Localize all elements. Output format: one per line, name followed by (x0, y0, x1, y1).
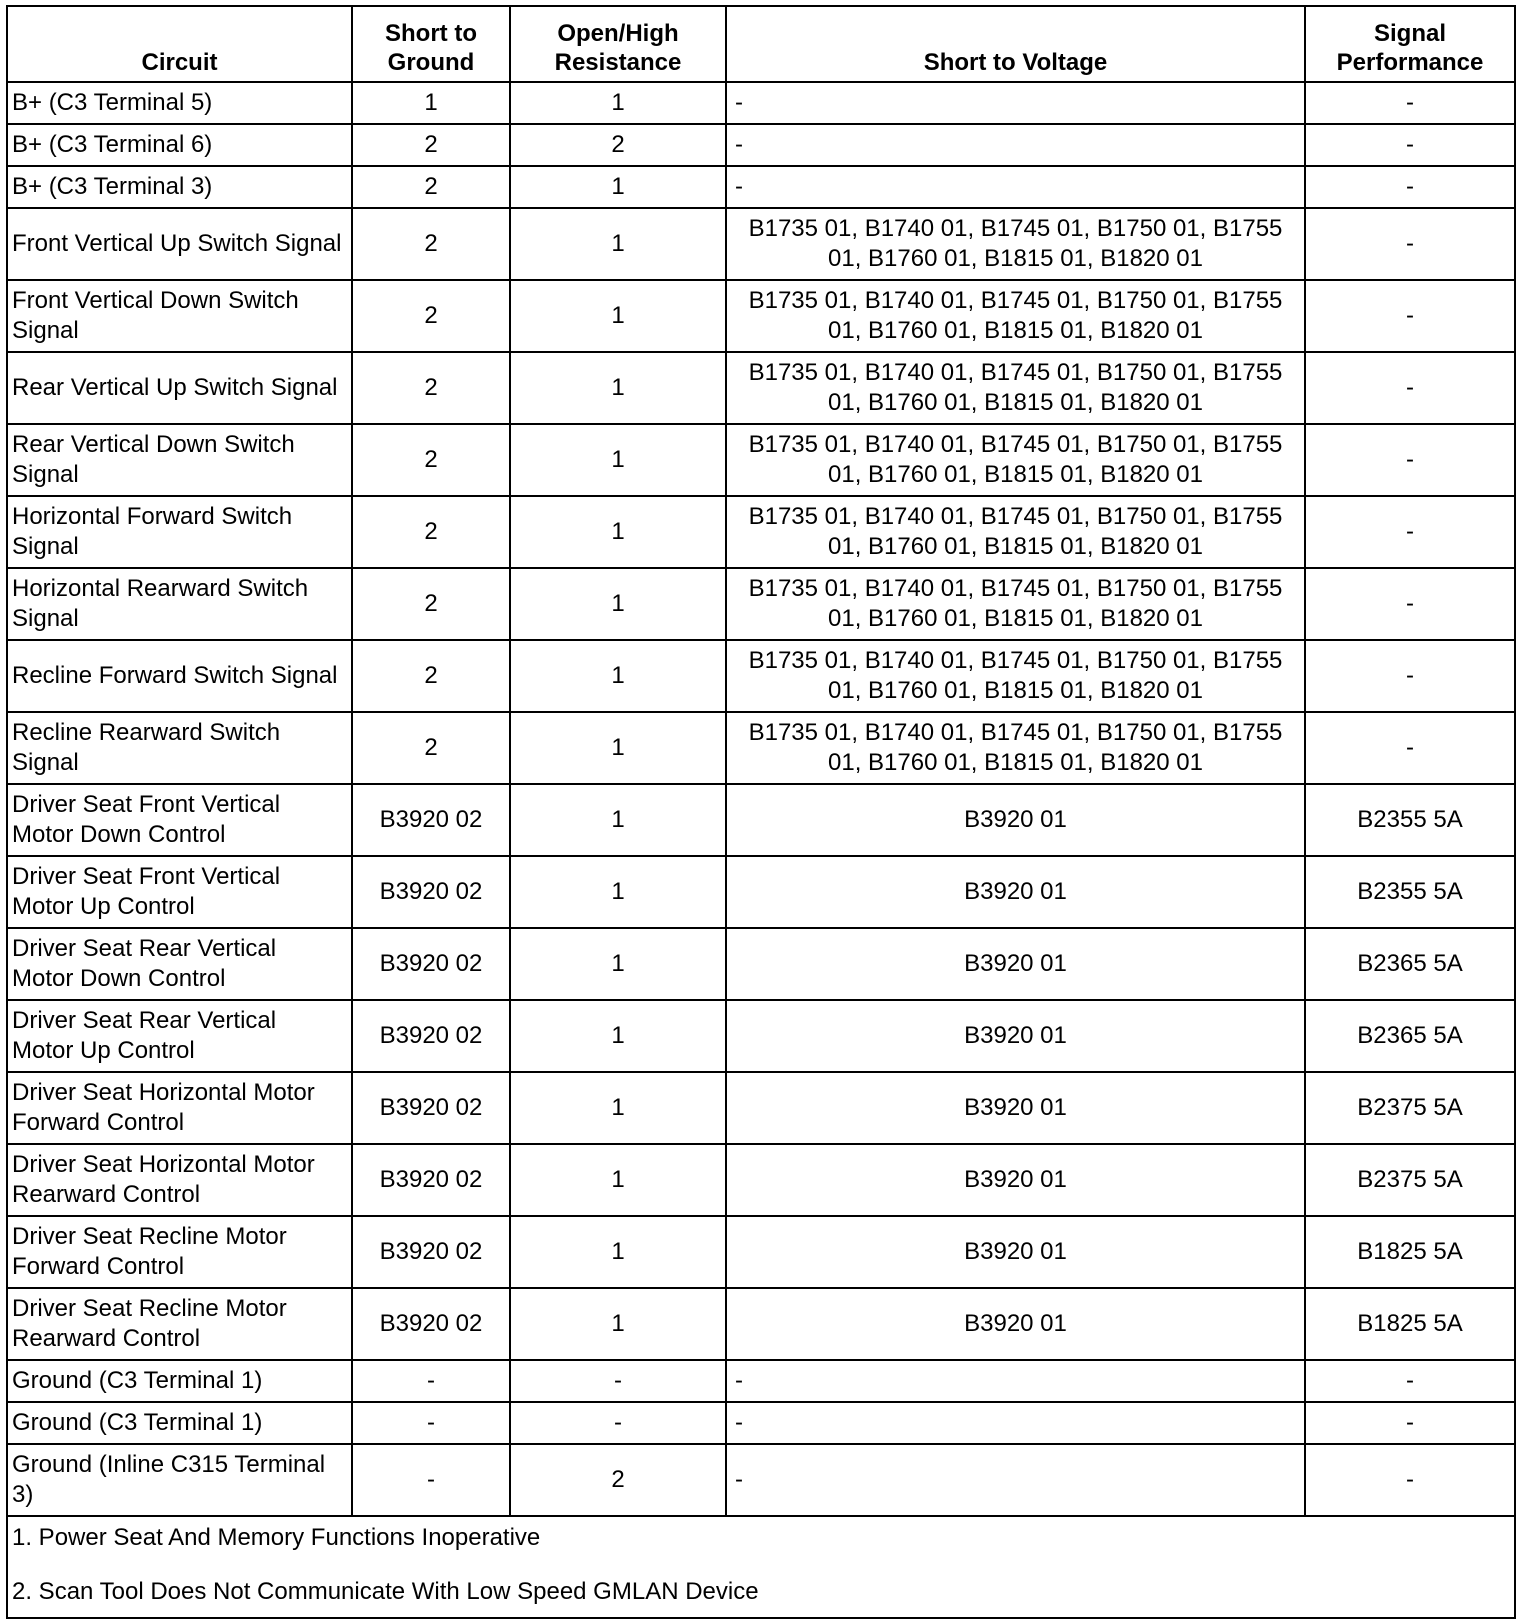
table-row (7, 1144, 1515, 1216)
cell-short-to-ground: 2 (352, 280, 510, 352)
header-short-to-voltage: Short to Voltage (726, 6, 1305, 82)
cell-short-to-voltage: - (726, 82, 1305, 124)
table-row (7, 1444, 1515, 1516)
cell-open-high-resistance: - (510, 1360, 726, 1402)
table-row (7, 1288, 1515, 1360)
table-row (7, 640, 1515, 712)
cell-short-to-voltage: B3920 01 (726, 784, 1305, 856)
cell-short-to-ground: - (352, 1402, 510, 1444)
cell-signal-performance: - (1305, 208, 1515, 280)
cell-open-high-resistance: 1 (510, 208, 726, 280)
cell-short-to-voltage: B1735 01, B1740 01, B1745 01, B1750 01, B1755 01, B1760 01, B1815 01, B1820 01 (726, 280, 1305, 352)
cell-short-to-voltage: B3920 01 (726, 928, 1305, 1000)
cell-open-high-resistance: 2 (510, 124, 726, 166)
table-row (7, 712, 1515, 784)
table-row (7, 928, 1515, 1000)
cell-circuit: Driver Seat Front Vertical Motor Up Control (7, 856, 352, 928)
cell-circuit: Rear Vertical Down Switch Signal (7, 424, 352, 496)
cell-open-high-resistance: 1 (510, 352, 726, 424)
cell-open-high-resistance: 2 (510, 1444, 726, 1516)
cell-signal-performance: B2375 5A (1305, 1144, 1515, 1216)
cell-circuit: Horizontal Forward Switch Signal (7, 496, 352, 568)
cell-open-high-resistance: 1 (510, 280, 726, 352)
cell-signal-performance: - (1305, 1360, 1515, 1402)
cell-open-high-resistance: 1 (510, 1000, 726, 1072)
cell-signal-performance: - (1305, 82, 1515, 124)
cell-signal-performance: - (1305, 280, 1515, 352)
cell-open-high-resistance: 1 (510, 82, 726, 124)
cell-short-to-voltage: B1735 01, B1740 01, B1745 01, B1750 01, B1755 01, B1760 01, B1815 01, B1820 01 (726, 640, 1305, 712)
cell-short-to-ground: B3920 02 (352, 856, 510, 928)
cell-signal-performance: B2375 5A (1305, 1072, 1515, 1144)
cell-short-to-voltage: - (726, 124, 1305, 166)
cell-circuit: Driver Seat Horizontal Motor Forward Control (7, 1072, 352, 1144)
cell-signal-performance: - (1305, 352, 1515, 424)
table-row (7, 1402, 1515, 1444)
cell-short-to-voltage: B1735 01, B1740 01, B1745 01, B1750 01, B1755 01, B1760 01, B1815 01, B1820 01 (726, 208, 1305, 280)
cell-short-to-ground: - (352, 1444, 510, 1516)
cell-open-high-resistance: 1 (510, 424, 726, 496)
cell-open-high-resistance: 1 (510, 712, 726, 784)
header-signal-performance: Signal Performance (1305, 6, 1515, 82)
cell-open-high-resistance: 1 (510, 856, 726, 928)
table-row (7, 1072, 1515, 1144)
cell-open-high-resistance: 1 (510, 784, 726, 856)
table-row (7, 352, 1515, 424)
cell-circuit: Front Vertical Down Switch Signal (7, 280, 352, 352)
cell-signal-performance: - (1305, 1444, 1515, 1516)
cell-circuit: Horizontal Rearward Switch Signal (7, 568, 352, 640)
cell-short-to-voltage: B1735 01, B1740 01, B1745 01, B1750 01, B1755 01, B1760 01, B1815 01, B1820 01 (726, 712, 1305, 784)
cell-short-to-ground: 2 (352, 352, 510, 424)
cell-short-to-ground: 2 (352, 496, 510, 568)
note-1: 1. Power Seat And Memory Functions Inoperative (12, 1524, 541, 1551)
cell-signal-performance: - (1305, 568, 1515, 640)
table-row (7, 856, 1515, 928)
cell-short-to-ground: B3920 02 (352, 1000, 510, 1072)
cell-circuit: Driver Seat Horizontal Motor Rearward Control (7, 1144, 352, 1216)
cell-open-high-resistance: 1 (510, 1072, 726, 1144)
header-open-high-resistance: Open/High Resistance (510, 6, 726, 82)
table-row (7, 280, 1515, 352)
cell-short-to-ground: 1 (352, 82, 510, 124)
header-short-to-ground: Short to Ground (352, 6, 510, 82)
cell-circuit: B+ (C3 Terminal 6) (7, 124, 352, 166)
cell-open-high-resistance: 1 (510, 166, 726, 208)
cell-open-high-resistance: - (510, 1402, 726, 1444)
cell-circuit: Driver Seat Rear Vertical Motor Down Control (7, 928, 352, 1000)
cell-open-high-resistance: 1 (510, 1216, 726, 1288)
cell-short-to-ground: B3920 02 (352, 928, 510, 1000)
cell-short-to-voltage: - (726, 1444, 1305, 1516)
cell-open-high-resistance: 1 (510, 1288, 726, 1360)
table-header-row (7, 6, 1515, 82)
cell-signal-performance: B2365 5A (1305, 1000, 1515, 1072)
table-row (7, 424, 1515, 496)
cell-short-to-voltage: B1735 01, B1740 01, B1745 01, B1750 01, B1755 01, B1760 01, B1815 01, B1820 01 (726, 352, 1305, 424)
cell-short-to-ground: B3920 02 (352, 1144, 510, 1216)
cell-short-to-voltage: B1735 01, B1740 01, B1745 01, B1750 01, B1755 01, B1760 01, B1815 01, B1820 01 (726, 496, 1305, 568)
cell-short-to-ground: B3920 02 (352, 1072, 510, 1144)
cell-short-to-voltage: B1735 01, B1740 01, B1745 01, B1750 01, B1755 01, B1760 01, B1815 01, B1820 01 (726, 568, 1305, 640)
cell-circuit: Driver Seat Recline Motor Rearward Control (7, 1288, 352, 1360)
cell-short-to-ground: 2 (352, 568, 510, 640)
cell-open-high-resistance: 1 (510, 496, 726, 568)
cell-circuit: Ground (Inline C315 Terminal 3) (7, 1444, 352, 1516)
circuit-diagnostic-table (6, 5, 1516, 1619)
cell-short-to-voltage: - (726, 1360, 1305, 1402)
cell-short-to-ground: B3920 02 (352, 1216, 510, 1288)
cell-circuit: B+ (C3 Terminal 3) (7, 166, 352, 208)
cell-open-high-resistance: 1 (510, 568, 726, 640)
table-body (7, 82, 1515, 1516)
cell-short-to-ground: 2 (352, 124, 510, 166)
cell-signal-performance: B2365 5A (1305, 928, 1515, 1000)
note-2: 2. Scan Tool Does Not Communicate With Low Speed GMLAN Device (12, 1578, 759, 1605)
cell-short-to-voltage: B3920 01 (726, 1144, 1305, 1216)
cell-open-high-resistance: 1 (510, 640, 726, 712)
cell-circuit: Front Vertical Up Switch Signal (7, 208, 352, 280)
cell-short-to-voltage: B3920 01 (726, 1000, 1305, 1072)
table-row (7, 1216, 1515, 1288)
cell-short-to-voltage: B1735 01, B1740 01, B1745 01, B1750 01, B1755 01, B1760 01, B1815 01, B1820 01 (726, 424, 1305, 496)
cell-signal-performance: - (1305, 166, 1515, 208)
cell-signal-performance: B1825 5A (1305, 1216, 1515, 1288)
cell-circuit: B+ (C3 Terminal 5) (7, 82, 352, 124)
notes-row (7, 1516, 1515, 1618)
cell-signal-performance: - (1305, 712, 1515, 784)
cell-signal-performance: - (1305, 640, 1515, 712)
cell-signal-performance: B1825 5A (1305, 1288, 1515, 1360)
cell-circuit: Recline Rearward Switch Signal (7, 712, 352, 784)
notes-cell (7, 1516, 1515, 1618)
cell-circuit: Driver Seat Recline Motor Forward Control (7, 1216, 352, 1288)
cell-short-to-ground: B3920 02 (352, 784, 510, 856)
cell-short-to-ground: 2 (352, 424, 510, 496)
cell-signal-performance: - (1305, 496, 1515, 568)
cell-signal-performance: B2355 5A (1305, 784, 1515, 856)
cell-short-to-ground: 2 (352, 166, 510, 208)
cell-open-high-resistance: 1 (510, 928, 726, 1000)
table-row (7, 124, 1515, 166)
cell-circuit: Ground (C3 Terminal 1) (7, 1402, 352, 1444)
cell-short-to-voltage: B3920 01 (726, 1288, 1305, 1360)
table-row (7, 1000, 1515, 1072)
cell-short-to-ground: B3920 02 (352, 1288, 510, 1360)
table-row (7, 568, 1515, 640)
cell-signal-performance: - (1305, 1402, 1515, 1444)
cell-short-to-voltage: B3920 01 (726, 856, 1305, 928)
cell-signal-performance: - (1305, 124, 1515, 166)
table-row (7, 82, 1515, 124)
cell-short-to-voltage: - (726, 166, 1305, 208)
header-circuit: Circuit (7, 6, 352, 82)
cell-short-to-voltage: - (726, 1402, 1305, 1444)
cell-circuit: Ground (C3 Terminal 1) (7, 1360, 352, 1402)
table-row (7, 496, 1515, 568)
cell-short-to-voltage: B3920 01 (726, 1072, 1305, 1144)
cell-circuit: Driver Seat Rear Vertical Motor Up Control (7, 1000, 352, 1072)
table-row (7, 208, 1515, 280)
cell-signal-performance: - (1305, 424, 1515, 496)
cell-short-to-voltage: B3920 01 (726, 1216, 1305, 1288)
cell-open-high-resistance: 1 (510, 1144, 726, 1216)
table-row (7, 1360, 1515, 1402)
cell-short-to-ground: 2 (352, 712, 510, 784)
cell-circuit: Rear Vertical Up Switch Signal (7, 352, 352, 424)
table-row (7, 166, 1515, 208)
cell-short-to-ground: - (352, 1360, 510, 1402)
table-row (7, 784, 1515, 856)
cell-short-to-ground: 2 (352, 640, 510, 712)
cell-short-to-ground: 2 (352, 208, 510, 280)
cell-circuit: Driver Seat Front Vertical Motor Down Control (7, 784, 352, 856)
cell-circuit: Recline Forward Switch Signal (7, 640, 352, 712)
cell-signal-performance: B2355 5A (1305, 856, 1515, 928)
